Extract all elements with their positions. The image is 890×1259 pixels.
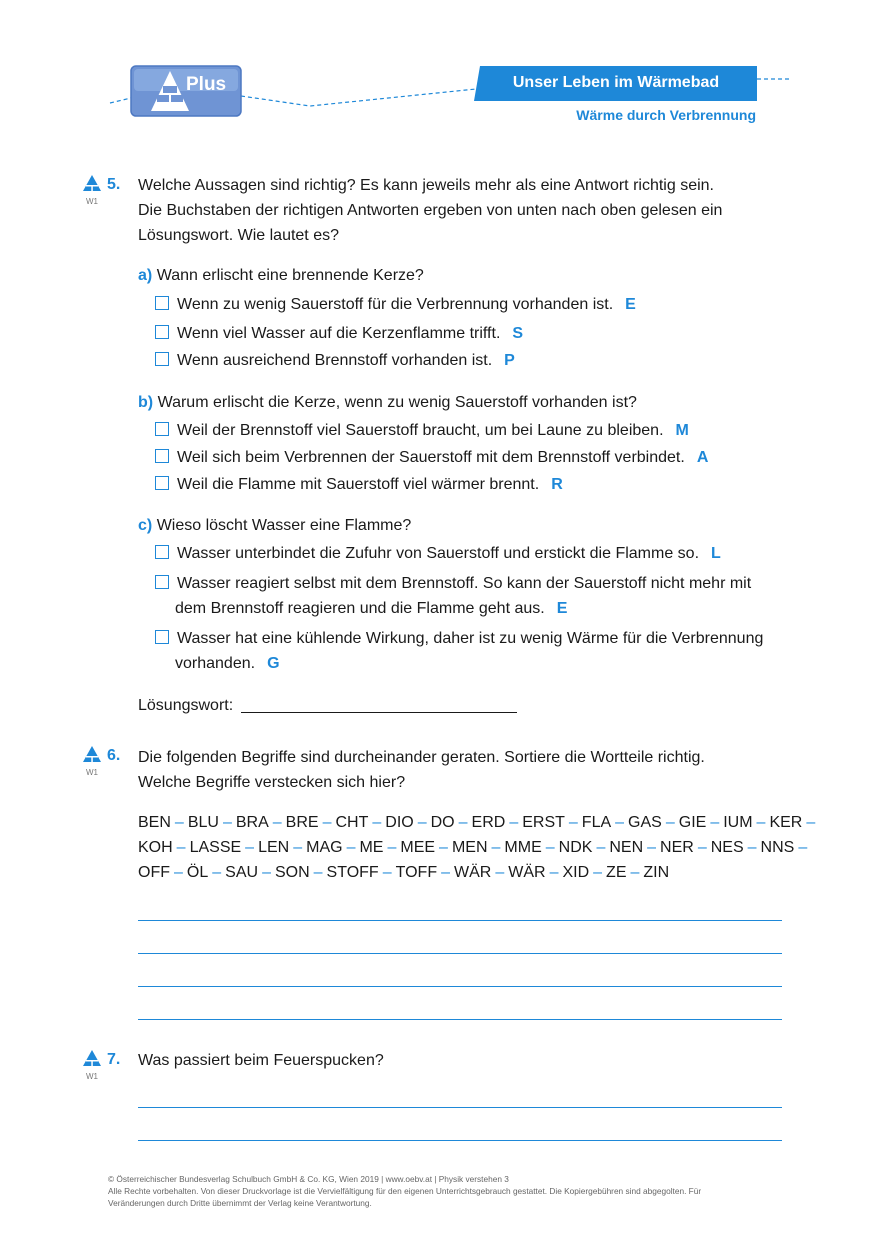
word-separator: – bbox=[387, 839, 397, 856]
option-text: Wasser reagiert selbst mit dem Brennstoff. So kann der Sauerstoff nicht mehr mit bbox=[177, 575, 752, 592]
question-text: Wann erlischt eine brennende Kerze? bbox=[156, 267, 424, 284]
checkbox[interactable] bbox=[155, 352, 169, 366]
word-separator: – bbox=[174, 814, 184, 831]
answer-line[interactable] bbox=[138, 1107, 782, 1108]
word-separator: – bbox=[222, 814, 232, 831]
word-part: BLU bbox=[187, 814, 219, 831]
footer-line: Veränderungen durch Dritte übernimmt der Verlag keine Verantwortung. bbox=[108, 1198, 372, 1208]
chapter-title: Unser Leben im Wärmebad bbox=[512, 74, 720, 91]
word-separator: – bbox=[568, 814, 578, 831]
word-separator: – bbox=[549, 864, 559, 881]
word-part: WÄR bbox=[508, 864, 546, 881]
question-text: Wieso löscht Wasser eine Flamme? bbox=[156, 517, 412, 534]
section-title: Wärme durch Verbrennung bbox=[576, 107, 756, 123]
word-separator: – bbox=[647, 839, 657, 856]
level-tag: W1 bbox=[86, 768, 98, 777]
question-b bbox=[138, 390, 637, 415]
word-part: WÄR bbox=[454, 864, 492, 881]
word-separator: – bbox=[509, 814, 519, 831]
word-row bbox=[138, 835, 811, 860]
word-part: MEE bbox=[400, 839, 436, 856]
word-separator: – bbox=[806, 814, 816, 831]
option-text: Wenn ausreichend Brennstoff vorhanden ist. bbox=[177, 352, 493, 369]
word-part: ERD bbox=[471, 814, 506, 831]
word-separator: – bbox=[382, 864, 392, 881]
word-part: ERST bbox=[522, 814, 565, 831]
answer-line[interactable] bbox=[138, 1019, 782, 1020]
level-tag: W1 bbox=[86, 1072, 98, 1081]
checkbox[interactable] bbox=[155, 545, 169, 559]
option-text: Wenn zu wenig Sauerstoff für die Verbrennung vorhanden ist. bbox=[177, 296, 614, 313]
footer bbox=[108, 1173, 701, 1209]
answer-option-continuation bbox=[175, 596, 567, 621]
checkbox[interactable] bbox=[155, 325, 169, 339]
word-part: SAU bbox=[225, 864, 259, 881]
word-separator: – bbox=[596, 839, 606, 856]
word-separator: – bbox=[212, 864, 222, 881]
option-text: Wenn viel Wasser auf die Kerzenflamme trifft. bbox=[177, 325, 501, 342]
word-part: BRA bbox=[235, 814, 269, 831]
word-separator: – bbox=[262, 864, 271, 881]
word-part: MAG bbox=[306, 839, 343, 856]
word-separator: – bbox=[630, 864, 640, 881]
answer-option[interactable] bbox=[155, 418, 689, 443]
option-letter: E bbox=[625, 296, 636, 313]
word-part: MEN bbox=[451, 839, 488, 856]
word-part: XID bbox=[562, 864, 590, 881]
word-separator: – bbox=[322, 814, 332, 831]
task5-intro-line: Welche Aussagen sind richtig? Es kann jeweils mehr als eine Antwort richtig sein. bbox=[138, 177, 714, 194]
answer-option[interactable] bbox=[155, 541, 721, 566]
word-separator: – bbox=[710, 814, 720, 831]
task5-intro-line: Lösungswort. Wie lautet es? bbox=[138, 227, 339, 244]
word-separator: – bbox=[346, 839, 356, 856]
question-text: Warum erlischt die Kerze, wenn zu wenig Sauerstoff vorhanden ist? bbox=[157, 394, 637, 411]
word-part: NER bbox=[660, 839, 694, 856]
word-part: DO bbox=[430, 814, 455, 831]
word-separator: – bbox=[458, 814, 468, 831]
word-part: ZIN bbox=[643, 864, 670, 881]
answer-option[interactable] bbox=[155, 348, 515, 373]
word-part: NDK bbox=[558, 839, 593, 856]
word-row bbox=[138, 810, 819, 835]
word-part: OFF bbox=[138, 864, 170, 881]
word-part: CHT bbox=[335, 814, 369, 831]
option-text: Weil der Brennstoff viel Sauerstoff braucht, um bei Laune zu bleiben. bbox=[177, 422, 664, 439]
word-separator: – bbox=[491, 839, 501, 856]
answer-option[interactable] bbox=[155, 321, 523, 346]
task-number: 5. bbox=[107, 176, 121, 193]
answer-line[interactable] bbox=[138, 920, 782, 921]
word-part: GAS bbox=[628, 814, 662, 831]
checkbox[interactable] bbox=[155, 630, 169, 644]
word-separator: – bbox=[615, 814, 625, 831]
solution-label: Lösungswort: bbox=[138, 697, 234, 714]
word-part: ME bbox=[359, 839, 384, 856]
option-letter: E bbox=[556, 600, 568, 617]
level-triangle-icon bbox=[83, 746, 101, 762]
word-part: FLA bbox=[581, 814, 612, 831]
word-separator: – bbox=[245, 839, 255, 856]
option-text: dem Brennstoff reagieren und die Flamme geht aus. bbox=[175, 600, 545, 617]
answer-line[interactable] bbox=[138, 1140, 782, 1141]
level-triangle-icon bbox=[83, 175, 101, 191]
question-c bbox=[138, 513, 411, 538]
word-row bbox=[138, 860, 669, 885]
word-part: ZE bbox=[606, 864, 627, 881]
word-part: STOFF bbox=[326, 864, 379, 881]
footer-line: Alle Rechte vorbehalten. Von dieser Druckvorlage ist die Vervielfältigung für den eigenen Unterrichtsgebrauch gestattet. Die Kopiergebühren sind abgegolten. Für bbox=[108, 1186, 702, 1196]
answer-option[interactable] bbox=[155, 571, 751, 596]
option-text: Wasser unterbindet die Zufuhr von Sauerstoff und erstickt die Flamme so. bbox=[177, 545, 700, 562]
word-part: MME bbox=[504, 839, 542, 856]
word-part: KER bbox=[769, 814, 803, 831]
option-text: Weil sich beim Verbrennen der Sauerstoff mit dem Brennstoff verbindet. bbox=[177, 449, 685, 466]
word-separator: – bbox=[313, 864, 323, 881]
word-separator: – bbox=[593, 864, 603, 881]
task-number: 6. bbox=[107, 747, 121, 764]
option-text: Weil die Flamme mit Sauerstoff viel wärmer brennt. bbox=[177, 476, 540, 493]
word-part: NEN bbox=[609, 839, 644, 856]
word-separator: – bbox=[372, 814, 382, 831]
answer-option[interactable] bbox=[155, 292, 636, 317]
answer-line[interactable] bbox=[138, 986, 782, 987]
question-a bbox=[138, 263, 424, 288]
question-label: a) bbox=[138, 267, 153, 284]
checkbox[interactable] bbox=[155, 449, 169, 463]
level-triangle-icon bbox=[83, 1050, 101, 1066]
word-separator: – bbox=[272, 814, 282, 831]
option-letter: S bbox=[512, 325, 524, 342]
checkbox[interactable] bbox=[155, 422, 169, 436]
word-separator: – bbox=[798, 839, 808, 856]
word-separator: – bbox=[439, 839, 448, 856]
word-separator: – bbox=[174, 864, 183, 881]
word-part: DIO bbox=[385, 814, 414, 831]
word-part: KOH bbox=[138, 839, 173, 856]
word-separator: – bbox=[545, 839, 555, 856]
question-label: b) bbox=[138, 394, 154, 411]
level-tag: W1 bbox=[86, 197, 98, 206]
option-letter: P bbox=[504, 352, 515, 369]
solution-answer-line[interactable] bbox=[241, 712, 517, 713]
checkbox[interactable] bbox=[155, 575, 169, 589]
word-separator: – bbox=[176, 839, 186, 856]
footer-line: © Österreichischer Bundesverlag Schulbuch GmbH & Co. KG, Wien 2019 | www.oebv.at | Physik verstehen 3 bbox=[108, 1174, 509, 1184]
plus-badge-label: Plus bbox=[186, 74, 227, 95]
word-part: LASSE bbox=[189, 839, 242, 856]
word-part: BEN bbox=[138, 814, 171, 831]
option-letter: G bbox=[267, 655, 280, 672]
option-text: Wasser hat eine kühlende Wirkung, daher ist zu wenig Wärme für die Verbrennung bbox=[177, 630, 764, 647]
word-part: NNS bbox=[760, 839, 795, 856]
task6-intro-line: Die folgenden Begriffe sind durcheinander geraten. Sortiere die Wortteile richtig. bbox=[138, 749, 705, 766]
task7-question: Was passiert beim Feuerspucken? bbox=[138, 1052, 384, 1069]
task-number: 7. bbox=[107, 1051, 121, 1068]
word-separator: – bbox=[697, 839, 707, 856]
word-separator: – bbox=[441, 864, 450, 881]
word-part: ÖL bbox=[186, 864, 209, 881]
answer-option[interactable] bbox=[155, 626, 763, 651]
option-text: vorhanden. bbox=[175, 655, 256, 672]
option-letter: L bbox=[711, 545, 721, 562]
task6-intro-line: Welche Begriffe verstecken sich hier? bbox=[138, 774, 406, 791]
word-separator: – bbox=[293, 839, 303, 856]
option-letter: M bbox=[675, 422, 689, 439]
option-letter: R bbox=[551, 476, 563, 493]
task5-intro-line: Die Buchstaben der richtigen Antworten ergeben von unten nach oben gelesen ein bbox=[138, 202, 723, 219]
word-separator: – bbox=[756, 814, 766, 831]
word-part: GIE bbox=[678, 814, 707, 831]
word-part: SON bbox=[274, 864, 310, 881]
word-separator: – bbox=[417, 814, 427, 831]
checkbox[interactable] bbox=[155, 296, 169, 310]
answer-option[interactable] bbox=[155, 472, 563, 497]
word-separator: – bbox=[495, 864, 505, 881]
answer-line[interactable] bbox=[138, 953, 782, 954]
word-separator: – bbox=[747, 839, 757, 856]
checkbox[interactable] bbox=[155, 476, 169, 490]
answer-option-continuation bbox=[175, 651, 280, 676]
word-part: BRE bbox=[285, 814, 319, 831]
word-part: NES bbox=[710, 839, 744, 856]
question-label: c) bbox=[138, 517, 153, 534]
word-separator: – bbox=[665, 814, 675, 831]
word-part: TOFF bbox=[395, 864, 438, 881]
word-part: LEN bbox=[258, 839, 290, 856]
answer-option[interactable] bbox=[155, 445, 708, 470]
option-letter: A bbox=[696, 449, 709, 466]
word-part: IUM bbox=[723, 814, 753, 831]
